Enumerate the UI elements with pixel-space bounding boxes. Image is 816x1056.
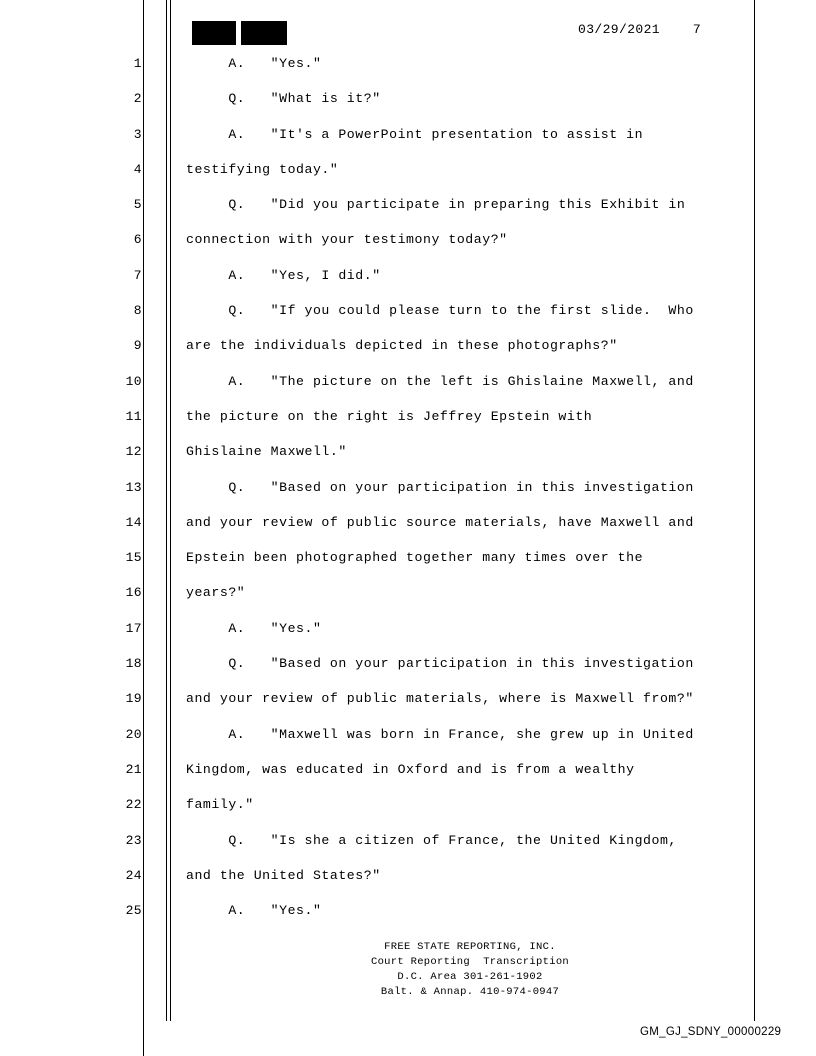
line-number: 8 (133, 303, 142, 319)
transcript-line (0, 334, 816, 369)
line-text: and the United States?" (186, 867, 381, 883)
transcript-line (0, 687, 816, 722)
transcript-line (0, 405, 816, 440)
line-text: Kingdom, was educated in Oxford and is from a wealthy (186, 761, 635, 777)
line-text: A. "Yes." (186, 56, 322, 71)
line-text: and your review of public source materials, have Maxwell and (186, 514, 694, 530)
transcript-line (0, 158, 816, 193)
transcript-line (0, 758, 816, 793)
line-text: Q. "Based on your participation in this investigation (186, 479, 694, 495)
line-text: are the individuals depicted in these photographs?" (186, 338, 618, 354)
line-number: 23 (125, 832, 142, 848)
page-footer (186, 940, 754, 1000)
line-number: 4 (133, 161, 142, 177)
transcript-line (0, 581, 816, 616)
line-text: A. "Yes, I did." (186, 267, 381, 283)
transcript-line (0, 193, 816, 228)
line-number: 5 (133, 197, 142, 213)
transcript-line (0, 546, 816, 581)
line-number: 25 (125, 903, 142, 919)
line-text: Q. "If you could please turn to the first slide. Who (186, 303, 694, 319)
transcript-line (0, 228, 816, 263)
footer-services: Court Reporting Transcription (370, 956, 570, 968)
line-number: 12 (125, 444, 142, 460)
line-number: 17 (125, 620, 142, 636)
line-number: 20 (125, 726, 142, 742)
line-number: 21 (125, 761, 142, 777)
line-text: Q. "What is it?" (186, 91, 381, 107)
line-text: Epstein been photographed together many times over the (186, 550, 644, 566)
footer-phone-balt: Balt. & Annap. 410-974-0947 (380, 986, 560, 998)
footer-phone-dc: D.C. Area 301-261-1902 (397, 971, 543, 983)
header-date: 03/29/2021 (578, 22, 661, 37)
line-number: 14 (125, 514, 142, 530)
header-page-number: 7 (692, 22, 702, 37)
line-text: family." (186, 797, 254, 813)
transcript-line (0, 299, 816, 334)
line-text: Q. "Did you participate in preparing this Exhibit in (186, 197, 686, 213)
transcript-line (0, 476, 816, 511)
line-text: Ghislaine Maxwell." (186, 444, 347, 460)
transcript-line (0, 652, 816, 687)
line-text: and your review of public materials, where is Maxwell from?" (186, 691, 694, 707)
transcript-line (0, 899, 816, 934)
footer-company: FREE STATE REPORTING, INC. (384, 941, 556, 953)
bates-stamp: GM_GJ_SDNY_00000229 (640, 1026, 782, 1038)
transcript-line (0, 864, 816, 899)
transcript-line (0, 440, 816, 475)
line-number: 6 (133, 232, 142, 248)
line-number: 13 (125, 479, 142, 495)
line-text: years?" (186, 585, 246, 601)
line-number: 18 (125, 656, 142, 672)
line-text: connection with your testimony today?" (186, 232, 508, 248)
line-number: 9 (133, 338, 142, 354)
line-text: A. "Yes." (186, 620, 322, 636)
page-header (578, 22, 701, 37)
line-number: 19 (125, 691, 142, 707)
transcript-line (0, 123, 816, 158)
line-text: A. "It's a PowerPoint presentation to assist in (186, 126, 644, 142)
transcript-line (0, 829, 816, 864)
line-text: A. "Maxwell was born in France, she grew up in United (186, 726, 694, 742)
transcript-line (0, 723, 816, 758)
line-text: the picture on the right is Jeffrey Epstein with (186, 408, 593, 424)
line-number: 24 (125, 867, 142, 883)
line-text: Q. "Based on your participation in this investigation (186, 656, 694, 672)
transcript-line (0, 370, 816, 405)
line-number: 1 (133, 56, 142, 71)
line-text: testifying today." (186, 161, 339, 177)
line-text: Q. "Is she a citizen of France, the United Kingdom, (186, 832, 677, 848)
line-number: 2 (133, 91, 142, 107)
line-text: A. "Yes." (186, 903, 322, 919)
transcript-line (0, 52, 816, 87)
line-number: 7 (133, 267, 142, 283)
transcript-line (0, 617, 816, 652)
line-number: 11 (125, 408, 142, 424)
redaction-block-2 (241, 21, 287, 45)
transcript-body (0, 52, 816, 934)
line-number: 22 (125, 797, 142, 813)
line-number: 10 (125, 373, 142, 389)
line-number: 15 (125, 550, 142, 566)
transcript-line (0, 87, 816, 122)
line-number: 3 (133, 126, 142, 142)
redaction-block-1 (192, 21, 236, 45)
line-text: A. "The picture on the left is Ghislaine Maxwell, and (186, 373, 694, 389)
line-number: 16 (125, 585, 142, 601)
transcript-line (0, 264, 816, 299)
transcript-line (0, 511, 816, 546)
transcript-line (0, 793, 816, 828)
